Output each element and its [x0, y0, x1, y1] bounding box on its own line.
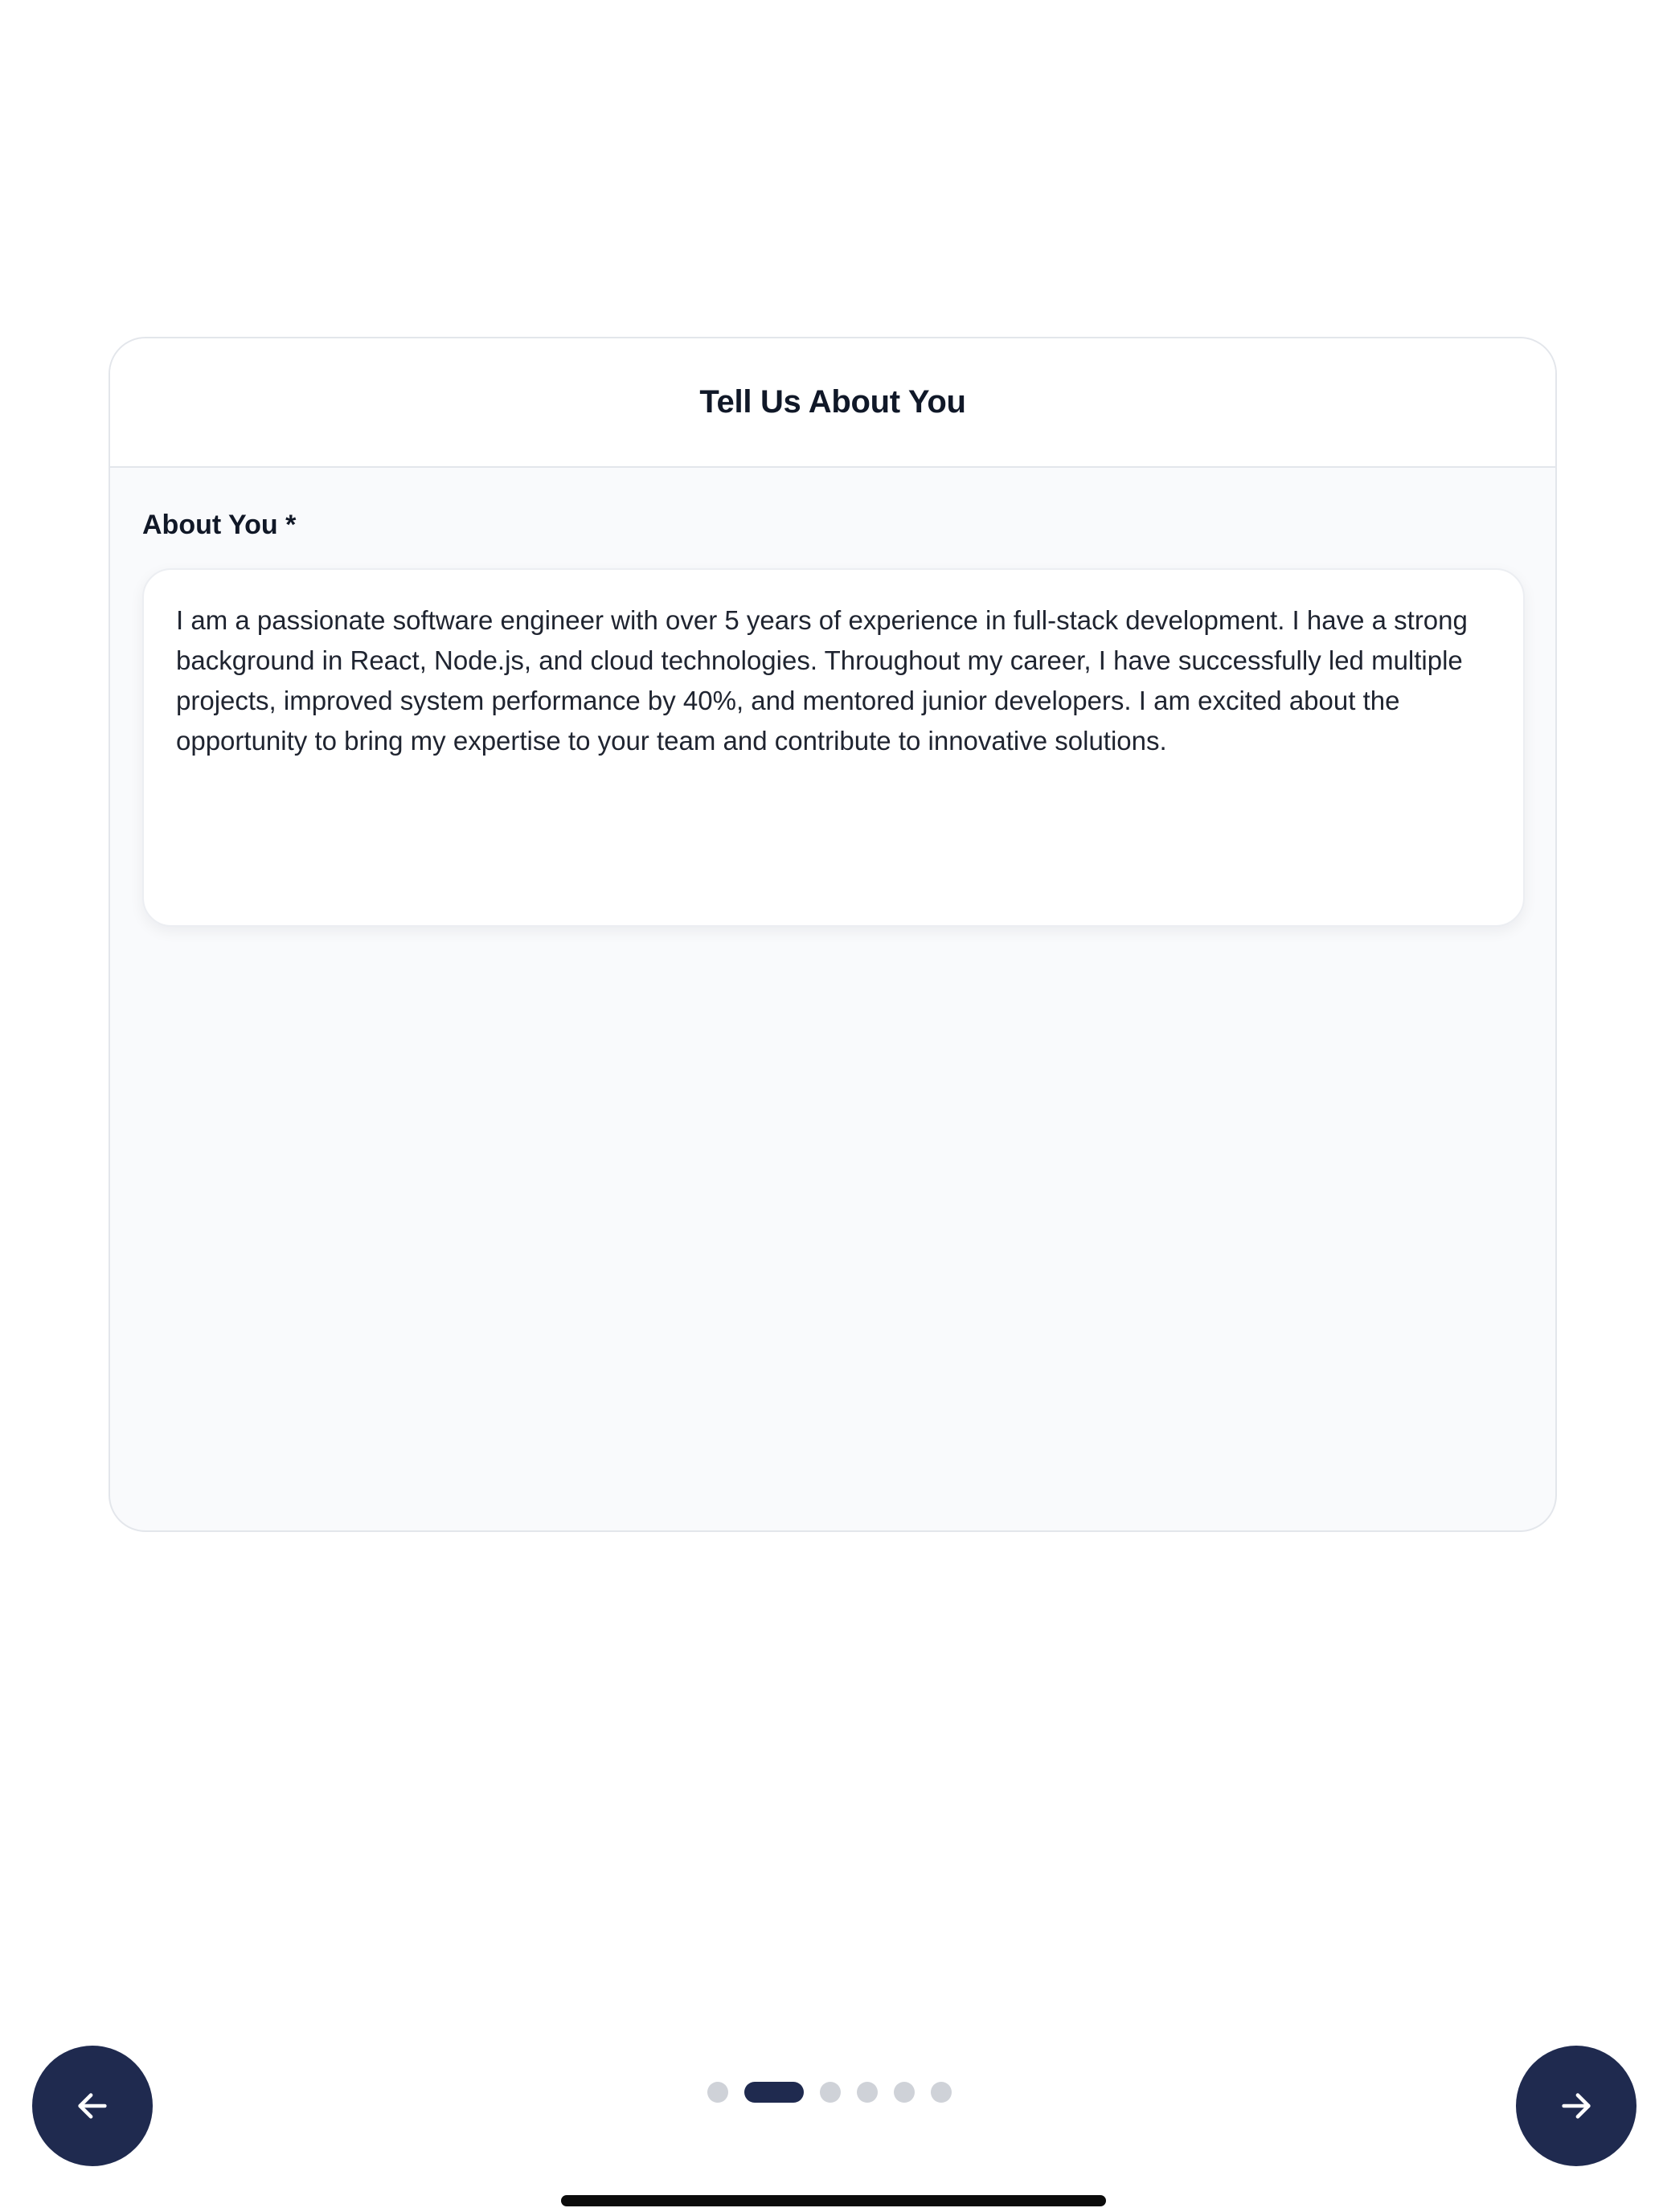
step-dot [820, 2082, 841, 2103]
arrow-right-icon [1558, 2087, 1595, 2124]
step-dot [894, 2082, 915, 2103]
step-dot-active [744, 2082, 804, 2103]
home-indicator [561, 2195, 1106, 2206]
about-you-label: About You * [142, 510, 297, 540]
form-card [109, 337, 1557, 1532]
step-indicator [0, 2082, 1659, 2103]
card-header [110, 338, 1555, 468]
about-you-textarea[interactable] [142, 568, 1525, 927]
next-button[interactable] [1516, 2046, 1636, 2166]
previous-button[interactable] [32, 2046, 153, 2166]
step-dot [707, 2082, 728, 2103]
step-dot [857, 2082, 878, 2103]
step-dot [931, 2082, 952, 2103]
card-title: Tell Us About You [699, 384, 966, 420]
